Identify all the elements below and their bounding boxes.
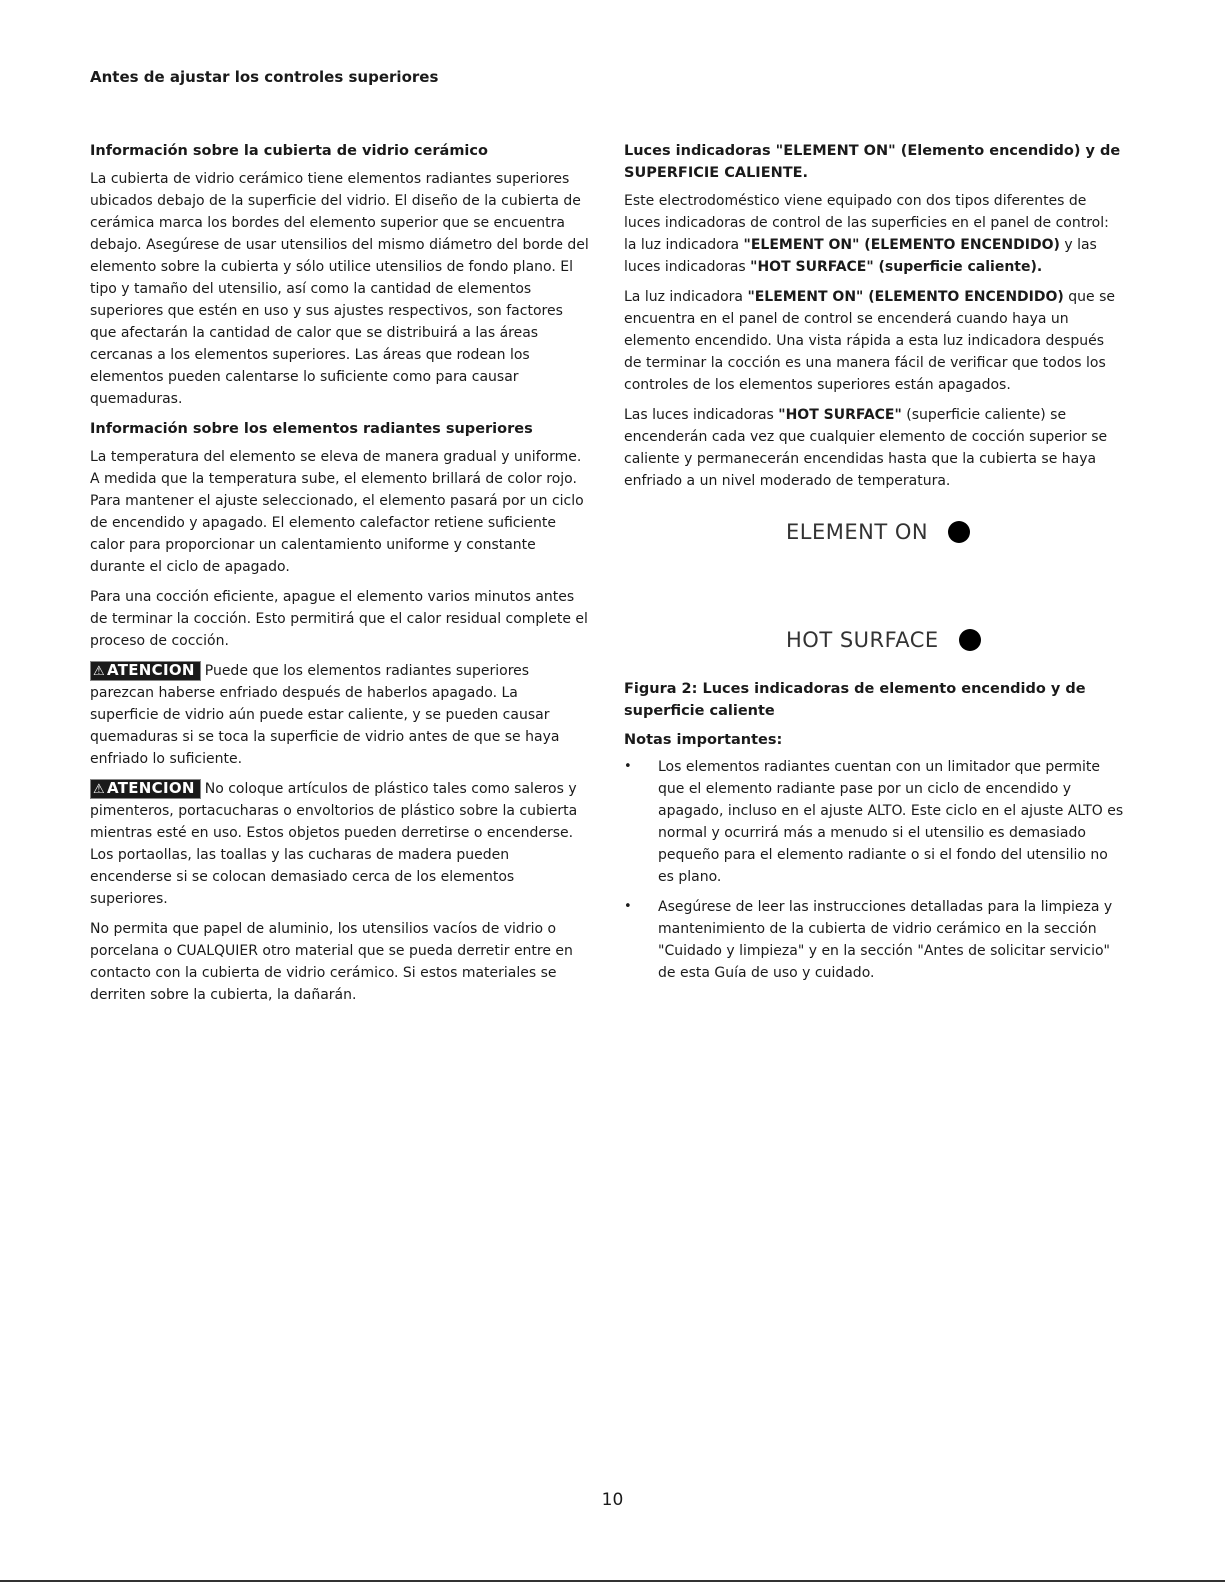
- section-heading-radiant-elements: Información sobre los elementos radiantes superiores: [90, 421, 533, 437]
- warning-triangle-icon: ⚠: [93, 664, 105, 679]
- paragraph-efficient-cooking: Para una cocción eficiente, apague el elemento varios minutos antes de terminar la cocción. Esto permitirá que el calor residual complete el proceso de cocción.: [90, 589, 588, 649]
- notes-heading: Notas importantes:: [624, 732, 783, 748]
- text-span: Este electrodoméstico viene equipado con dos tipos diferentes de luces indicadoras de control de las superficies en el panel de control: la luz indicadora: [624, 193, 1109, 253]
- paragraph-element-on: [624, 286, 1124, 396]
- text-span: y las luces indicadoras: [624, 237, 1097, 275]
- text-span-bold: "HOT SURFACE" (superficie caliente).: [750, 259, 1043, 275]
- left-column: [90, 140, 590, 1014]
- paragraph-aluminum-foil: No permita que papel de aluminio, los utensilios vacíos de vidrio o porcelana o CUALQUIER otro material que se pueda derretir entre en contacto con la cubierta de vidrio cerámico. Si estos materiales se derriten sobre la cubierta, la dañarán.: [90, 921, 573, 1003]
- section-heading-ceramic-glass: Información sobre la cubierta de vidrio cerámico: [90, 143, 488, 159]
- text-span: (superficie caliente) se encenderán cada vez que cualquier elemento de cocción superior se caliente y permanecerán encendidas hasta que la cubierta se haya enfriado a un nivel moderado de temperatura.: [624, 407, 1108, 489]
- indicator-light-icon: [948, 521, 970, 543]
- warning-text-1: Puede que los elementos radiantes superiores parezcan haberse enfriado después de haberlos apagado. La superficie de vidrio aún puede estar caliente, y se pueden causar quemaduras si se toca la superficie de vidrio antes de que se haya enfriado lo suficiente.: [90, 663, 560, 767]
- warning-text-2: No coloque artículos de plástico tales como saleros y pimenteros, portacucharas o envoltorios de plástico sobre la cubierta mientras esté en uso. Estos objetos pueden derretirse o encenderse. Los portaollas, las toallas y las cucharas de madera pueden encenderse si se colocan demasiado cerca de los elementos superiores.: [90, 781, 578, 907]
- text-span: Las luces indicadoras: [624, 407, 779, 423]
- text-span: La luz indicadora: [624, 289, 748, 305]
- text-span: que se encuentra en el panel de control se encenderá cuando haya un elemento encendido. Una vista rápida a esta luz indicadora después de terminar la cocción es una manera fácil de verificar que todos los controles de los elementos superiores están apagados.: [624, 289, 1115, 393]
- warning-badge: [90, 661, 201, 681]
- warning-paragraph-1: [90, 660, 590, 770]
- indicator-figure: [624, 500, 1124, 670]
- list-item: • Los elementos radiantes cuentan con un limitador que permite que el elemento radiante pase por un ciclo de encendido y apagado, incluso en el ajuste ALTO. Este ciclo en el ajuste ALTO es normal y ocurrirá más a menudo si el utensilio es demasiado pequeño para el elemento radiante o si el fondo del utensilio no es plano.: [624, 756, 1124, 888]
- warning-label: ATENCION: [106, 779, 195, 797]
- warning-badge: [90, 779, 201, 799]
- text-span-bold: "HOT SURFACE": [778, 407, 902, 423]
- element-on-indicator: [786, 520, 970, 544]
- text-span-bold: "ELEMENT ON" (ELEMENTO ENCENDIDO): [747, 289, 1064, 305]
- right-column: [624, 140, 1124, 992]
- hot-surface-indicator: [786, 628, 981, 652]
- warning-label: ATENCION: [106, 661, 195, 679]
- text-span-bold: "ELEMENT ON" (ELEMENTO ENCENDIDO): [743, 237, 1060, 253]
- page-title: Antes de ajustar los controles superiores: [90, 68, 439, 86]
- list-item: • Asegúrese de leer las instrucciones detalladas para la limpieza y mantenimiento de la cubierta de vidrio cerámico en la sección "Cuidado y limpieza" y en la sección "Antes de solicitar servicio" de esta Guía de uso y cuidado.: [624, 896, 1124, 984]
- element-on-label: ELEMENT ON: [786, 520, 929, 544]
- warning-triangle-icon: ⚠: [93, 782, 105, 797]
- page-number: 10: [601, 1490, 624, 1510]
- paragraph-radiant-elements: La temperatura del elemento se eleva de manera gradual y uniforme. A medida que la temperatura sube, el elemento brillará de color rojo. Para mantener el ajuste seleccionado, el elemento pasará por un ciclo de encendido y apagado. El elemento calefactor retiene suficiente calor para proporcionar un calentamiento uniforme y constante durante el ciclo de apagado.: [90, 449, 584, 575]
- warning-paragraph-2: [90, 778, 590, 910]
- paragraph-indicator-types: [624, 190, 1124, 278]
- figure-caption: Figura 2: Luces indicadoras de elemento encendido y de superficie caliente: [624, 681, 1086, 719]
- indicator-light-icon: [959, 629, 981, 651]
- paragraph-hot-surface: [624, 404, 1124, 492]
- hot-surface-label: HOT SURFACE: [786, 628, 939, 652]
- bottom-divider: [0, 1580, 1225, 1582]
- notes-list: [624, 756, 1124, 984]
- section-heading-indicator-lights: Luces indicadoras "ELEMENT ON" (Elemento encendido) y de SUPERFICIE CALIENTE.: [624, 143, 1121, 181]
- paragraph-ceramic-glass: La cubierta de vidrio cerámico tiene elementos radiantes superiores ubicados debajo de la superficie del vidrio. El diseño de la cubierta de cerámica marca los bordes del elemento superior que se encuentra debajo. Asegúrese de usar utensilios del mismo diámetro del borde del elemento sobre la cubierta y sólo utilice utensilios de fondo plano. El tipo y tamaño del utensilio, así como la cantidad de elementos superiores que estén en uso y sus ajustes respectivos, son factores que afectarán la cantidad de calor que se distribuirá a las áreas cercanas a los elementos superiores. Las áreas que rodean los elementos pueden calentarse lo suficiente como para causar quemaduras.: [90, 171, 589, 407]
